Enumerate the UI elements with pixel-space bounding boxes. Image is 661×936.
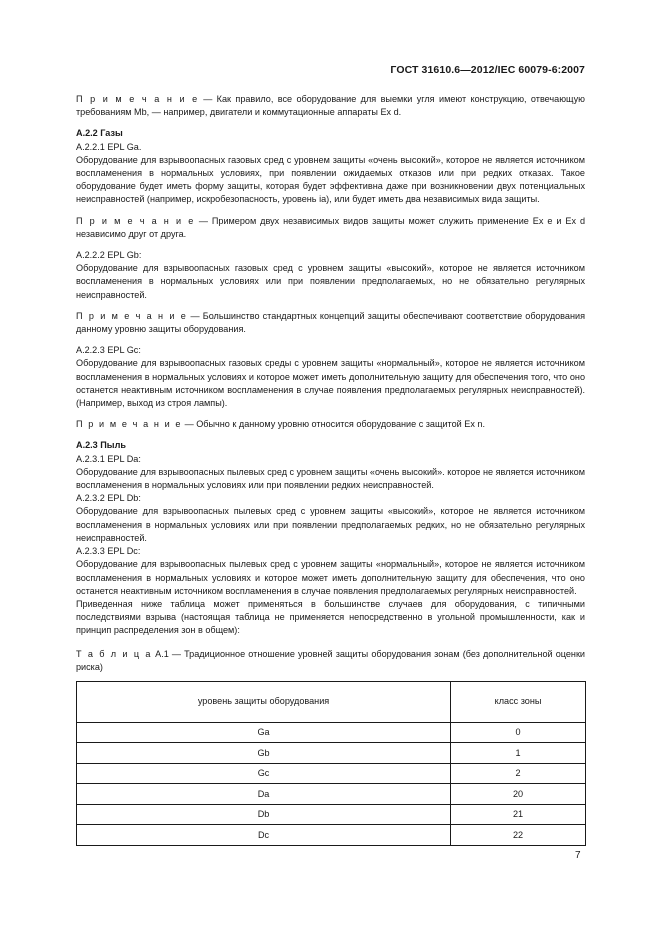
paragraph: Оборудование для взрывоопасных пылевых сред с уровнем защиты «нормальный», которое не является источником воспламенения в нормальных условиях и которое может иметь дополнительную защиту для обеспечения, что оно останется неактивным источником воспламенения в случае появления предполагаемых регулярных неисправностей. bbox=[76, 559, 585, 596]
page-number: 7 bbox=[575, 850, 581, 861]
subsection-heading: А.2.3.1 EPL Da: bbox=[76, 453, 141, 464]
note-text: — Обычно к данному уровню относится оборудование с защитой Ex n. bbox=[182, 419, 486, 430]
table-row bbox=[77, 722, 586, 743]
cell-epl: Da bbox=[77, 784, 451, 805]
note-label: П р и м е ч а н и е bbox=[76, 310, 188, 321]
zones-table bbox=[76, 681, 586, 846]
paragraph: Оборудование для взрывоопасных пылевых сред с уровнем защиты «высокий», которое не является источником воспламенения в нормальных условиях или при появлении предполагаемых редких, но не обязательно регулярных неисправностей. bbox=[76, 506, 585, 543]
cell-epl: Ga bbox=[77, 722, 451, 743]
subsection-heading: А.2.2.1 EPL Ga. bbox=[76, 141, 142, 152]
cell-zone: 22 bbox=[451, 825, 586, 846]
table-header-row bbox=[77, 681, 586, 722]
note-text: — Примером двух независимых видов защиты может служить применение Ex e и Ex d независимо друг от друга. bbox=[76, 215, 585, 239]
paragraph: Оборудование для взрывоопасных газовых сред с уровнем защиты «высокий», которое не является источником воспламенения в нормальных условиях или при появлении предполагаемых, но не обязательно регулярных неисправностей. bbox=[76, 263, 585, 300]
table-row bbox=[77, 804, 586, 825]
paragraph: Оборудование для взрывоопасных газовых среды с уровнем защиты «нормальный», которое не является источником воспламенения в нормальных условиях и которое может иметь дополнительную защиту для обеспечения того, что оно останется неактивным источником воспламенения в случае появления предполагаемых регулярных неисправностей). (Например, выход из строя лампы). bbox=[76, 358, 585, 409]
note-text: — Большинство стандартных концепций защиты обеспечивают соответствие оборудования данному уровню защиты оборудования. bbox=[76, 310, 585, 335]
table-row bbox=[77, 784, 586, 805]
table-caption-text: А.1 — Традиционное отношение уровней защиты оборудования зонам (без дополнительной оценки риска) bbox=[76, 648, 585, 672]
table-caption bbox=[76, 648, 585, 674]
col-header-epl: уровень защиты оборудования bbox=[77, 681, 451, 722]
subsection-heading: А.2.3.2 EPL Db: bbox=[76, 493, 141, 504]
document-body bbox=[76, 93, 585, 846]
cell-epl: Gc bbox=[77, 763, 451, 784]
document-header: ГОСТ 31610.6—2012/IEC 60079-6:2007 bbox=[390, 64, 585, 76]
cell-zone: 21 bbox=[451, 804, 586, 825]
table-row bbox=[77, 763, 586, 784]
subsection-heading: А.2.3.3 EPL Dc: bbox=[76, 546, 141, 557]
cell-zone: 1 bbox=[451, 743, 586, 764]
section-heading: А.2.3 Пыль bbox=[76, 440, 126, 451]
table-row bbox=[77, 825, 586, 846]
note-label: П р и м е ч а н и е bbox=[76, 94, 199, 104]
col-header-zone: класс зоны bbox=[451, 681, 586, 722]
note-paragraph bbox=[76, 310, 585, 336]
cell-zone: 2 bbox=[451, 763, 586, 784]
cell-epl: Db bbox=[77, 804, 451, 825]
cell-epl: Gb bbox=[77, 743, 451, 764]
subsection-heading: А.2.2.2 EPL Gb: bbox=[76, 250, 142, 261]
table-label: Т а б л и ц а bbox=[76, 648, 153, 659]
note-paragraph bbox=[76, 418, 585, 431]
table-row bbox=[77, 743, 586, 764]
note-paragraph bbox=[76, 215, 585, 241]
subsection-heading: А.2.2.3 EPL Gc: bbox=[76, 345, 141, 356]
note-paragraph bbox=[76, 93, 585, 119]
cell-epl: Dc bbox=[77, 825, 451, 846]
cell-zone: 0 bbox=[451, 722, 586, 743]
paragraph: Приведенная ниже таблица может применяться в большинстве случаев для оборудования, с типичными последствиями взрыва (настоящая таблица не применяется непосредственно в угольной промышленности, как и принцип распределения зон в общем): bbox=[76, 598, 585, 636]
note-label: П р и м е ч а н и е bbox=[76, 215, 195, 226]
cell-zone: 20 bbox=[451, 784, 586, 805]
paragraph: Оборудование для взрывоопасных газовых сред с уровнем защиты «очень высокий», которое не является источником воспламенения в нормальных условиях, при появлении ожидаемых отказов или при редких отказах. Такое оборудование будет иметь форму защиты, которая будет эффективна даже при возникновении двух потенциальных неисправностей (например, искробезопасность, уровень ia), или будет иметь два независимых вида защиты. bbox=[76, 154, 585, 205]
paragraph: Оборудование для взрывоопасных пылевых сред с уровнем защиты «очень высокий». которое не является источником воспламенения в нормальных условиях или при появлении редких неисправностей. bbox=[76, 466, 585, 491]
note-text: — Как правило, все оборудование для выемки угля имеют конструкцию, отвечающую требованиям Mb, — например, двигатели и коммутационные аппараты Ex d. bbox=[76, 94, 585, 118]
section-heading: А.2.2 Газы bbox=[76, 128, 123, 139]
note-label: П р и м е ч а н и е bbox=[76, 419, 183, 430]
